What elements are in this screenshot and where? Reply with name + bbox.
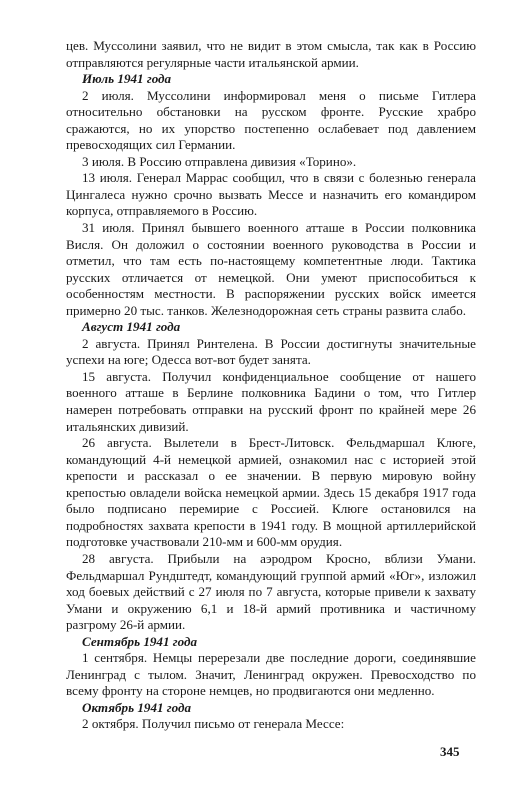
paragraph: 28 августа. Прибыли на аэродром Кросно, вблизи Умани. Фельдмаршал Рундштедт, командующий группой армий «Юг», изложил ход боевых действий с 27 июля по 7 августа, которые привели к захвату Умани и окружению 6,1 и 18-й армий противника и частичному разгрому 26-й армии. <box>66 550 476 633</box>
section-heading: Июль 1941 года <box>82 71 172 87</box>
paragraph: 2 августа. Принял Ринтелена. В России достигнуты значительные успехи на юге; Одесса вот-вот будет занята. <box>66 335 476 368</box>
paragraph: 31 июля. Принял бывшего военного атташе в России полковника Висля. Он доложил о состоянии военного руководства в России и отметил, что там есть по-настоящему компетентные люди. Тактика русских отличается от немецкой. Они умеют приспособиться к особенностям местности. В распоряжении русских войск имеется примерно 20 тыс. танков. Железнодорожная сеть страны развита слабо. <box>66 220 476 318</box>
section-heading: Август 1941 года <box>82 319 181 335</box>
paragraph: цев. Муссолини заявил, что не видит в этом смысла, так как в Россию отправляются регулярные части итальянской армии. <box>66 38 476 70</box>
page-number: 345 <box>440 744 460 759</box>
paragraph: 2 октября. Получил письмо от генерала Мессе: <box>82 716 345 732</box>
paragraph: 15 августа. Получил конфиденциальное сообщение от нашего военного атташе в Берлине полковника Бадини о том, что Гитлер намерен потребовать отправки на русский фронт по крайней мере 26 итальянских дивизий. <box>66 368 476 434</box>
paragraph: 3 июля. В Россию отправлена дивизия «Торино». <box>82 153 357 169</box>
section-heading: Сентябрь 1941 года <box>82 633 198 649</box>
section-heading: Октябрь 1941 года <box>82 699 192 715</box>
paragraph: 13 июля. Генерал Маррас сообщил, что в связи с болезнью генерала Цингалеса нужно срочно вызвать Мессе и назначить его командиром корпуса, отправляемого в Россию. <box>66 170 476 219</box>
page-text <box>66 38 476 733</box>
paragraph: 1 сентября. Немцы перерезали две последние дороги, соединявшие Ленинград с тылом. Значит, Ленинград окружен. Превосходство по всему фронту на стороне немцев, но продвигаются они медленно. <box>66 650 476 699</box>
paragraph: 2 июля. Муссолини информировал меня о письме Гитлера относительно обстановки на русском фронте. Русские храбро сражаются, но их упорство постепенно ослабевает под давлением превосходящих сил Германии. <box>66 87 476 153</box>
paragraph: 26 августа. Вылетели в Брест-Литовск. Фельдмаршал Клюге, командующий 4-й немецкой армией, ознакомил нас с историей этой крепости и рассказал о ее значении. В первую мировую войну крепостью овладели войска немецкой армии. Здесь 15 декабря 1917 года было подписано перемирие с Россией. Клюге остановился на подробностях захвата крепости в 1941 году. В мощной артиллерийской подготовке участвовали 210-мм и 600-мм орудия. <box>66 435 476 550</box>
